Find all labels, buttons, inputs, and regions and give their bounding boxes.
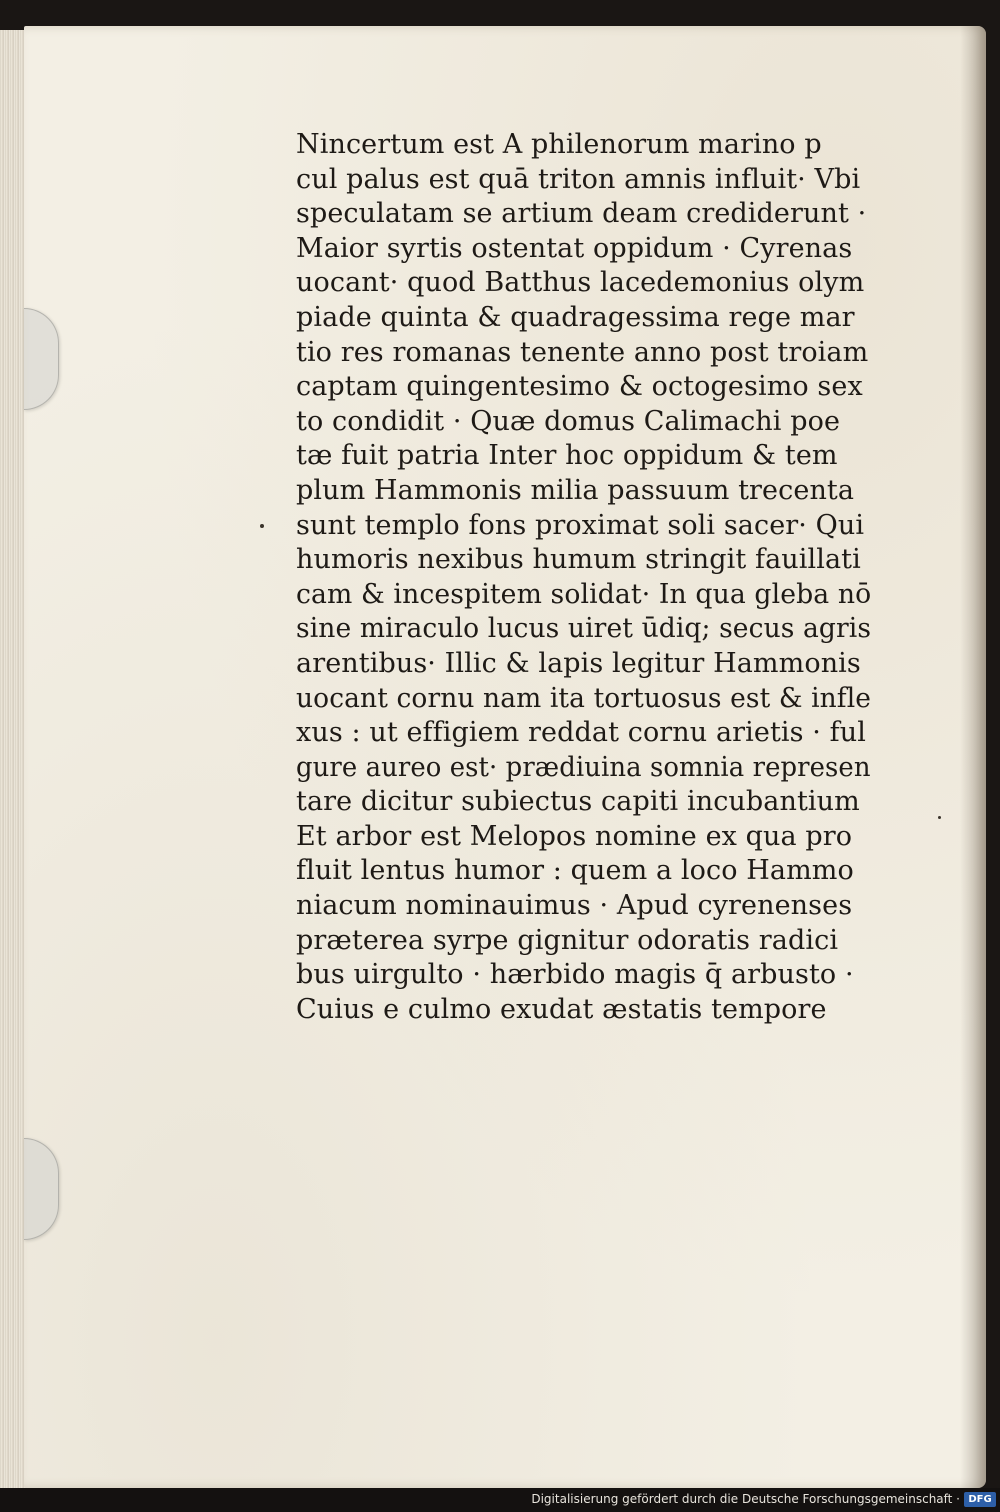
text-line: uocant cornu nam ita tortuosus est & infle — [296, 682, 872, 714]
text-line: sunt templo fons proximat soli sacer· Qui — [296, 509, 865, 541]
page-text — [296, 128, 871, 1027]
text-line: humoris nexibus humum stringit fauillati — [296, 544, 861, 576]
text-line: tio res romanas tenente anno post troiam — [296, 336, 869, 368]
page-clip-top — [24, 308, 59, 410]
page-clip-bottom — [24, 1138, 59, 1240]
dfg-logo[interactable]: DFG — [964, 1492, 996, 1507]
ink-speck — [938, 816, 941, 819]
text-line: cam & incespitem solidat· In qua gleba nō — [296, 578, 872, 610]
text-line: Et arbor est Melopos nomine ex qua pro — [296, 820, 853, 852]
text-line: Cuius e culmo exudat æstatis tempore — [296, 993, 827, 1025]
binding-shadow — [960, 26, 986, 1488]
text-line: tæ fuit patria Inter hoc oppidum & tem — [296, 440, 838, 472]
text-line: tare dicitur subiectus capiti incubantium — [296, 786, 860, 818]
text-line: plum Hammonis milia passuum trecenta — [296, 474, 855, 506]
text-line: sine miraculo lucus uiret ūdiq; secus agris — [296, 613, 872, 645]
ink-speck — [260, 524, 264, 528]
text-line: Nincertum est A philenorum marino p — [296, 129, 822, 160]
text-line: cul palus est quā triton amnis influit· Vbi — [296, 163, 861, 195]
footer-bar — [0, 1488, 1000, 1512]
text-line: arentibus· Illic & lapis legitur Hammonis — [296, 647, 861, 679]
text-line: xus : ut effigiem reddat cornu arietis · ful — [296, 717, 866, 749]
text-line: Maior syrtis ostentat oppidum · Cyrenas — [296, 232, 853, 264]
funding-credit: Digitalisierung gefördert durch die Deutsche Forschungsgemeinschaft · — [531, 1492, 960, 1506]
text-line: niacum nominauimus · Apud cyrenenses — [296, 890, 853, 922]
text-line: captam quingentesimo & octogesimo sex — [296, 371, 863, 403]
text-line: uocant· quod Batthus lacedemonius olym — [296, 267, 865, 299]
text-line: fluit lentus humor : quem a loco Hammo — [296, 855, 854, 887]
text-line: speculatam se artium deam crediderunt · — [296, 198, 867, 230]
text-line: gure aureo est· prædiuina somnia represen — [296, 751, 871, 783]
text-line: præterea syrpe gignitur odoratis radici — [296, 924, 839, 956]
text-line: to condidit · Quæ domus Calimachi poe — [296, 405, 841, 437]
text-line: piade quinta & quadragessima rege mar — [296, 301, 855, 333]
text-line: bus uirgulto · hærbido magis q̄ arbusto · — [296, 959, 854, 991]
